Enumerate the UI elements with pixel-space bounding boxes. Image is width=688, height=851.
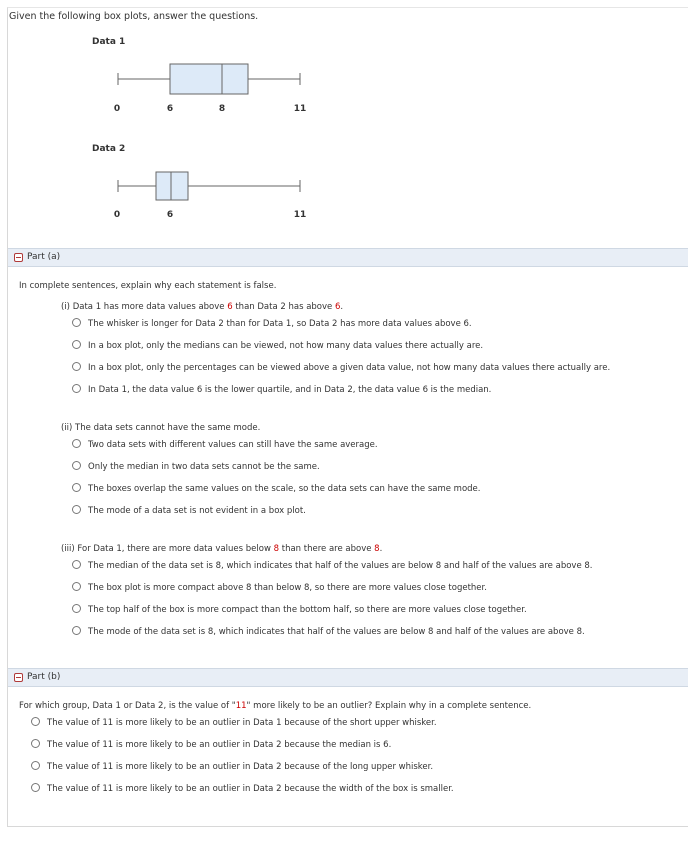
box-plot-data-1: [110, 62, 310, 98]
tick-label: 6: [166, 210, 174, 220]
part-a-header[interactable]: [8, 248, 688, 267]
box: [156, 172, 188, 200]
plot-title-data-2: Data 2: [92, 144, 126, 154]
radio-button[interactable]: [72, 439, 81, 448]
radio-button[interactable]: [72, 362, 81, 371]
option-radio[interactable]: The median of the data set is 8, which indicates that half of the values are below 8 and half of the values are above 8.: [72, 560, 592, 571]
tick-label: 6: [166, 104, 174, 114]
option-radio[interactable]: The value of 11 is more likely to be an outlier in Data 1 because of the short upper whisker.: [31, 717, 437, 728]
radio-button[interactable]: [72, 505, 81, 514]
tick-label: 11: [293, 104, 307, 114]
part-b-label: Part (b): [27, 672, 61, 682]
question-iii: (iii) For Data 1, there are more data values below 8 than there are above 8.: [61, 544, 383, 554]
box: [170, 64, 248, 94]
tick-label: 0: [113, 210, 121, 220]
radio-button[interactable]: [31, 783, 40, 792]
radio-button[interactable]: [72, 318, 81, 327]
intro-text: Given the following box plots, answer the questions.: [9, 11, 259, 22]
box-plot-data-2: [110, 170, 310, 204]
radio-button[interactable]: [31, 717, 40, 726]
question-ii: (ii) The data sets cannot have the same mode.: [61, 423, 261, 433]
tick-label: 0: [113, 104, 121, 114]
radio-button[interactable]: [72, 340, 81, 349]
radio-button[interactable]: [72, 384, 81, 393]
radio-button[interactable]: [72, 560, 81, 569]
radio-button[interactable]: [72, 461, 81, 470]
option-radio[interactable]: In Data 1, the data value 6 is the lower quartile, and in Data 2, the data value 6 is the median.: [72, 384, 491, 395]
option-radio[interactable]: The box plot is more compact above 8 than below 8, so there are more values close together.: [72, 582, 487, 593]
option-radio[interactable]: The boxes overlap the same values on the scale, so the data sets can have the same mode.: [72, 483, 480, 494]
radio-button[interactable]: [72, 626, 81, 635]
option-radio[interactable]: Only the median in two data sets cannot be the same.: [72, 461, 320, 472]
part-a-instruction: In complete sentences, explain why each statement is false.: [19, 281, 277, 291]
radio-button[interactable]: [31, 739, 40, 748]
option-radio[interactable]: The value of 11 is more likely to be an outlier in Data 2 because the width of the box is smaller.: [31, 783, 454, 794]
option-radio[interactable]: In a box plot, only the medians can be viewed, not how many data values there actually are.: [72, 340, 483, 351]
collapse-icon[interactable]: [14, 673, 23, 682]
collapse-icon[interactable]: [14, 253, 23, 262]
tick-label: 8: [218, 104, 226, 114]
radio-button[interactable]: [31, 761, 40, 770]
part-b-question: For which group, Data 1 or Data 2, is the value of "11" more likely to be an outlier? Explain why in a complete sentence.: [19, 701, 532, 711]
option-radio[interactable]: Two data sets with different values can still have the same average.: [72, 439, 378, 450]
plot-title-data-1: Data 1: [92, 37, 126, 47]
option-radio[interactable]: In a box plot, only the percentages can be viewed above a given data value, not how many data values there actually are.: [72, 362, 610, 373]
part-a-label: Part (a): [27, 252, 61, 262]
option-radio[interactable]: The value of 11 is more likely to be an outlier in Data 2 because of the long upper whisker.: [31, 761, 433, 772]
option-radio[interactable]: The mode of the data set is 8, which indicates that half of the values are below 8 and half of the values are above 8.: [72, 626, 585, 637]
option-radio[interactable]: The top half of the box is more compact than the bottom half, so there are more values close together.: [72, 604, 527, 615]
option-radio[interactable]: The value of 11 is more likely to be an outlier in Data 2 because the median is 6.: [31, 739, 391, 750]
option-radio[interactable]: The whisker is longer for Data 2 than for Data 1, so Data 2 has more data values above 6.: [72, 318, 472, 329]
radio-button[interactable]: [72, 582, 81, 591]
question-i: (i) Data 1 has more data values above 6 than Data 2 has above 6.: [61, 302, 344, 312]
tick-label: 11: [293, 210, 307, 220]
part-b-header[interactable]: [8, 668, 688, 687]
option-radio[interactable]: The mode of a data set is not evident in a box plot.: [72, 505, 306, 516]
radio-button[interactable]: [72, 604, 81, 613]
radio-button[interactable]: [72, 483, 81, 492]
